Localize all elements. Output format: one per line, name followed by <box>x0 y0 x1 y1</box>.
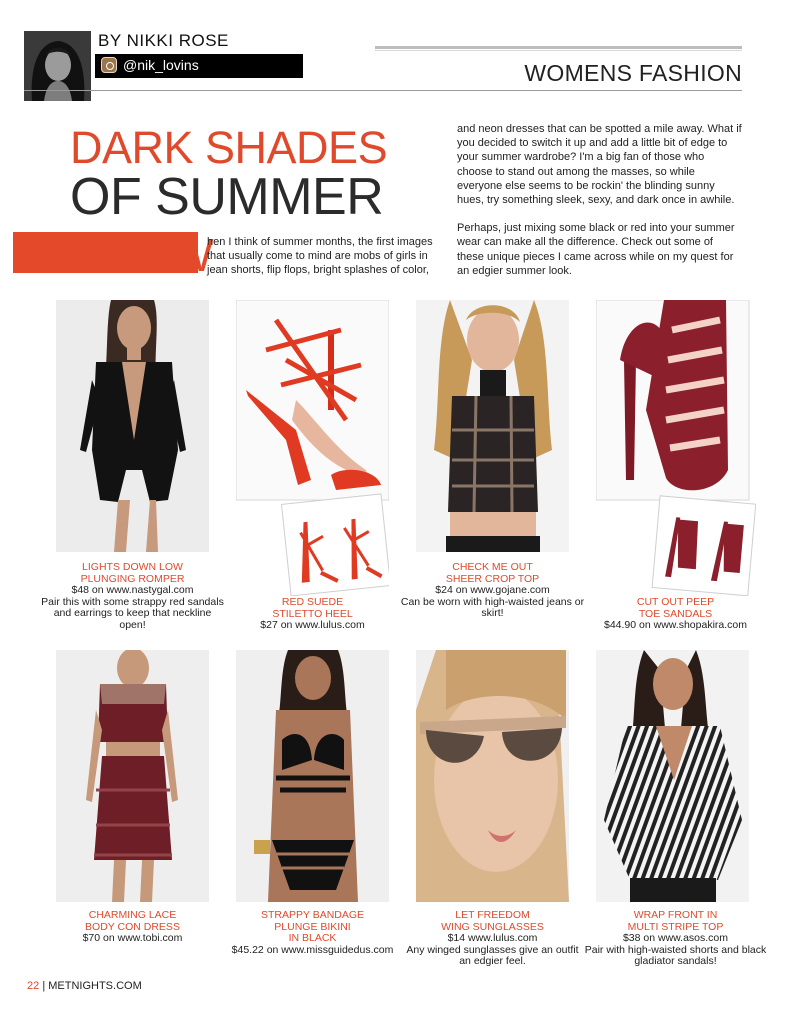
instagram-bar[interactable] <box>95 54 303 78</box>
product-name: WING SUNGLASSES <box>441 920 544 933</box>
product-name: MULTI STRIPE TOP <box>627 920 724 933</box>
article-title-line2: OF SUMMER <box>70 168 384 226</box>
product-price[interactable]: $44.90 on www.shopakira.com <box>604 619 747 631</box>
product-name: BODY CON DRESS <box>85 920 180 933</box>
product-name: RED SUEDE <box>281 596 344 608</box>
article-title-line1: DARK SHADES <box>70 122 388 173</box>
header-rule-thin <box>375 50 742 51</box>
product-name: CHECK ME OUT <box>452 561 533 573</box>
product-name: LIGHTS DOWN LOW <box>82 561 183 573</box>
product-caption <box>220 910 405 956</box>
header-rule <box>375 46 742 49</box>
footer-site[interactable]: METNIGHTS.COM <box>48 980 142 992</box>
product-photo-bikini[interactable] <box>236 650 389 902</box>
product-price[interactable]: $45.22 on www.missguidedus.com <box>231 943 394 956</box>
product-name: LET FREEDOM <box>455 909 530 921</box>
product-caption <box>400 562 585 620</box>
section-divider <box>24 90 742 91</box>
product-price[interactable]: $27 on www.lulus.com <box>260 619 365 631</box>
product-price[interactable]: $70 on www.tobi.com <box>82 932 183 944</box>
article-paragraph-2: Perhaps, just mixing some black or red into your summer wear can make all the difference. Check out some of these unique pieces I came across while on my quest for an edgier summer look. <box>457 222 735 277</box>
article-paragraph-1: and neon dresses that can be spotted a mile away. What if you decided to switch it up and add a little bit of edge to your summer wardrobe? I'm a big fan of those who choose to stand out among the masses, so while everyone else seems to be rockin' the blinding sunny hues, try something sleek, sexy, and dark once in awhile. <box>457 123 742 207</box>
page-number: 22 <box>27 980 40 992</box>
product-price[interactable]: $38 on www.asos.com <box>622 932 729 944</box>
product-photo-cutout-sandals[interactable] <box>596 300 756 596</box>
product-name: STILETTO HEEL <box>272 607 353 620</box>
section-title: WOMENS FASHION <box>524 60 742 86</box>
product-price[interactable]: $48 on www.nastygal.com <box>71 584 194 596</box>
product-photo-lace-dress[interactable] <box>56 650 209 902</box>
instagram-handle[interactable]: @nik_lovins <box>123 57 199 73</box>
article-intro: hen I think of summer months, the first images that usually come to mind are mobs of girls in jean shorts, flip flops, bright splashes of color, <box>207 236 433 277</box>
page-footer <box>27 980 142 992</box>
product-name: CHARMING LACE <box>88 909 177 921</box>
product-note: Can be worn with high-waisted jeans or skirt! <box>400 595 585 619</box>
product-name: PLUNGE BIKINI <box>274 920 351 933</box>
product-photo-romper[interactable] <box>56 300 209 552</box>
product-price[interactable]: $14 www.lulus.com <box>447 932 538 944</box>
product-caption <box>583 910 768 968</box>
article-column-2 <box>457 122 742 292</box>
footer-separator: | <box>42 980 46 992</box>
product-name: WRAP FRONT IN <box>633 909 718 921</box>
product-name: CUT OUT PEEP <box>636 596 715 608</box>
product-note: Pair with high-waisted shorts and black gladiator sandals! <box>584 943 767 967</box>
product-photo-stripe-top[interactable] <box>596 650 749 902</box>
product-name: IN BLACK <box>288 932 337 944</box>
product-note: Pair this with some strappy red sandals and earrings to keep that neckline open! <box>41 595 224 631</box>
product-name: TOE SANDALS <box>638 607 713 620</box>
product-photo-red-heels[interactable] <box>236 300 389 596</box>
author-byline: BY NIKKI ROSE <box>98 31 229 50</box>
product-caption <box>40 562 225 631</box>
product-name: SHEER CROP TOP <box>445 572 540 585</box>
product-name: PLUNGING ROMPER <box>80 572 185 585</box>
product-caption <box>400 910 585 968</box>
drop-cap: W <box>170 229 214 281</box>
product-caption <box>220 597 405 632</box>
product-caption <box>583 597 768 632</box>
product-photo-sunglasses[interactable] <box>416 650 569 902</box>
product-photo-crop-top[interactable] <box>416 300 569 552</box>
instagram-icon <box>101 57 117 73</box>
product-name: STRAPPY BANDAGE <box>260 909 365 921</box>
product-note: Any winged sunglasses give an outfit an edgier feel. <box>406 943 579 967</box>
product-caption <box>40 910 225 945</box>
product-price[interactable]: $24 on www.gojane.com <box>435 584 550 596</box>
